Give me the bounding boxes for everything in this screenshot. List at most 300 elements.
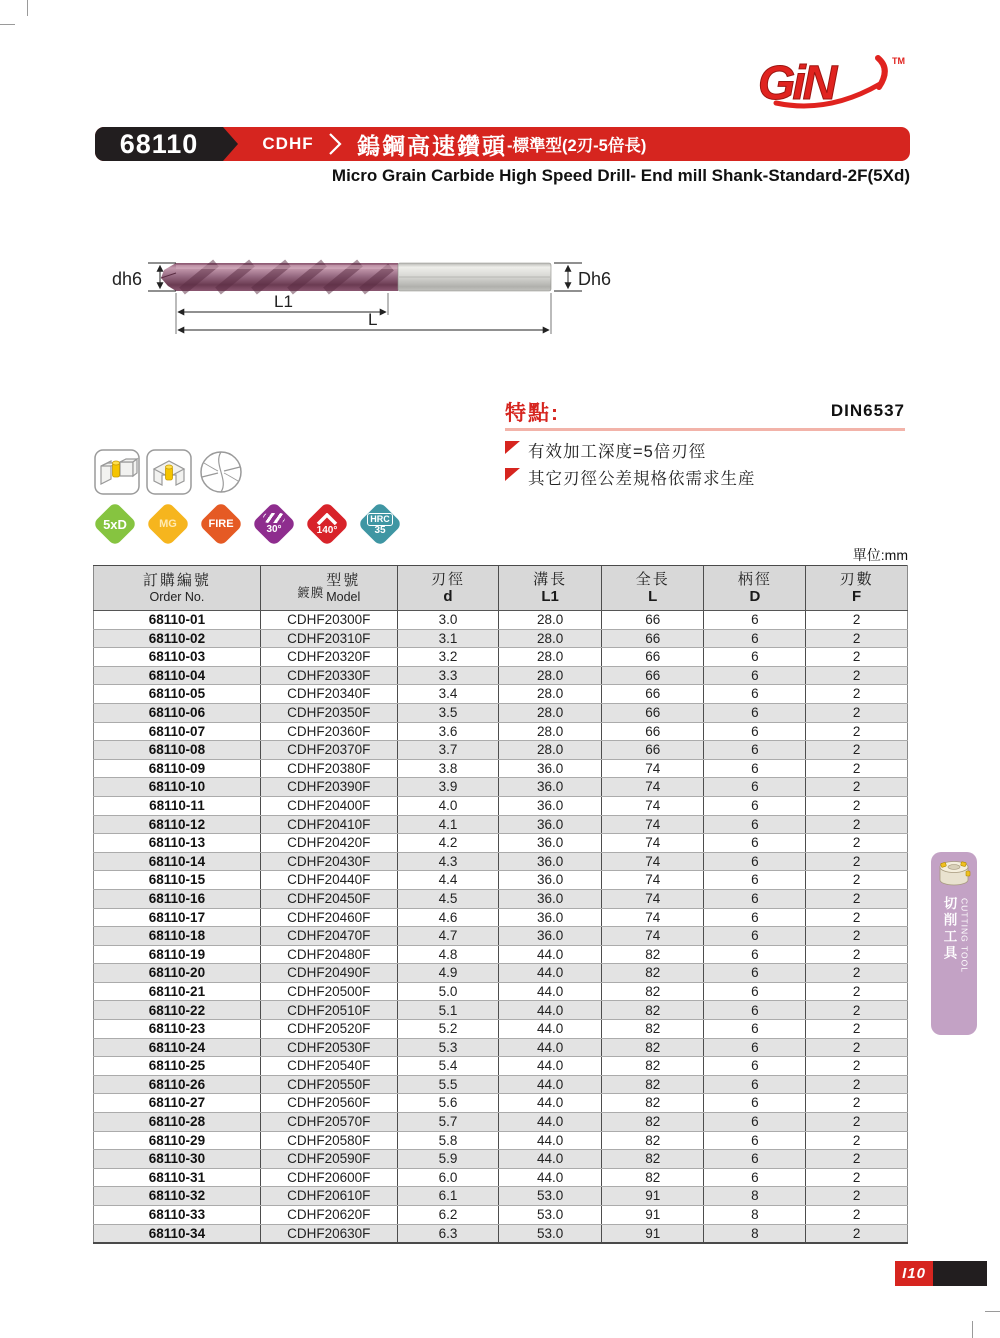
badge-fire [198, 501, 244, 547]
table-row [94, 796, 908, 815]
table-cell: 36.0 [499, 796, 602, 815]
table-cell: 68110-09 [94, 759, 261, 778]
table-cell: 2 [806, 1131, 908, 1150]
table-cell: 74 [601, 796, 704, 815]
table-cell: 5.0 [397, 982, 499, 1001]
logo-tail [878, 58, 885, 87]
table-cell: 68110-06 [94, 703, 261, 722]
table-cell: 8 [704, 1224, 806, 1243]
table-cell: 74 [601, 778, 704, 797]
table-cell: 6 [704, 685, 806, 704]
logo-text: GiN [758, 57, 835, 110]
brand-logo [752, 50, 910, 118]
col-overall-length: 全長 L [601, 566, 704, 611]
table-cell: CDHF20440F [260, 871, 397, 890]
table-cell: 2 [806, 778, 908, 797]
badge-5xd [92, 501, 138, 547]
table-cell: 3.5 [397, 703, 499, 722]
table-cell: 3.7 [397, 741, 499, 760]
table-row [94, 1001, 908, 1020]
badge-hrc-35 [357, 501, 403, 547]
table-cell: 2 [806, 1224, 908, 1243]
table-cell: CDHF20620F [260, 1206, 397, 1225]
table-cell: CDHF20600F [260, 1168, 397, 1187]
table-cell: 6 [704, 611, 806, 630]
table-cell: CDHF20330F [260, 666, 397, 685]
table-cell: CDHF20410F [260, 815, 397, 834]
table-cell: 68110-34 [94, 1224, 261, 1243]
table-cell: 6 [704, 703, 806, 722]
table-cell: 68110-25 [94, 1057, 261, 1076]
table-cell: CDHF20510F [260, 1001, 397, 1020]
bullet-triangle-icon [505, 468, 520, 481]
table-cell: 6 [704, 1075, 806, 1094]
table-cell: 6 [704, 629, 806, 648]
table-cell: 82 [601, 1075, 704, 1094]
table-cell: 2 [806, 759, 908, 778]
table-cell: 2 [806, 1187, 908, 1206]
table-cell: 4.8 [397, 945, 499, 964]
table-cell: 3.8 [397, 759, 499, 778]
table-cell: 6 [704, 982, 806, 1001]
table-cell: CDHF20450F [260, 889, 397, 908]
table-cell: 2 [806, 964, 908, 983]
table-row [94, 927, 908, 946]
features-heading: 特點: [505, 402, 560, 425]
table-cell: 6 [704, 759, 806, 778]
series-code: 68110 [95, 127, 223, 161]
table-cell: 44.0 [499, 1113, 602, 1132]
title-zh-main: 鎢鋼高速鑽頭 [357, 132, 507, 159]
table-cell: 2 [806, 1057, 908, 1076]
table-cell: 3.4 [397, 685, 499, 704]
crop-mark [985, 1311, 1000, 1312]
table-cell: 68110-32 [94, 1187, 261, 1206]
table-cell: 4.2 [397, 834, 499, 853]
table-cell: 53.0 [499, 1224, 602, 1243]
application-icons [94, 449, 244, 495]
table-cell: 8 [704, 1206, 806, 1225]
side-tab-label-en: CUTTING TOOL [959, 898, 970, 973]
table-cell: 2 [806, 1001, 908, 1020]
table-cell: 2 [806, 741, 908, 760]
table-cell: 28.0 [499, 722, 602, 741]
table-cell: 66 [601, 648, 704, 667]
table-cell: 6 [704, 815, 806, 834]
table-row [94, 759, 908, 778]
table-cell: CDHF20370F [260, 741, 397, 760]
col-model: 鍍膜 型號 Model [260, 566, 397, 611]
table-row [94, 722, 908, 741]
table-row [94, 685, 908, 704]
table-cell: 44.0 [499, 982, 602, 1001]
table-cell: 44.0 [499, 1057, 602, 1076]
table-cell: 2 [806, 648, 908, 667]
table-cell: 74 [601, 871, 704, 890]
chevron-separator-icon [328, 132, 342, 161]
badge-5xd-label: 5xD [103, 516, 127, 532]
table-cell: 4.1 [397, 815, 499, 834]
table-cell: CDHF20470F [260, 927, 397, 946]
drilling-corner-application-icon [146, 449, 192, 495]
table-cell: 2 [806, 629, 908, 648]
table-cell: 44.0 [499, 964, 602, 983]
table-cell: 6.1 [397, 1187, 499, 1206]
table-cell: 2 [806, 1168, 908, 1187]
table-cell: 82 [601, 982, 704, 1001]
table-header-row [94, 566, 908, 611]
table-row [94, 1206, 908, 1225]
table-cell: 68110-29 [94, 1131, 261, 1150]
feature-bullet [505, 465, 756, 489]
table-row [94, 982, 908, 1001]
table-cell: 66 [601, 666, 704, 685]
table-cell: 4.0 [397, 796, 499, 815]
table-cell: 53.0 [499, 1206, 602, 1225]
drilling-side-application-icon [94, 449, 140, 495]
page-number: I10 [895, 1261, 933, 1286]
table-cell: CDHF20540F [260, 1057, 397, 1076]
table-cell: 44.0 [499, 1168, 602, 1187]
feature-text: 其它刃徑公差規格依需求生産 [528, 470, 756, 488]
table-row [94, 611, 908, 630]
table-cell: 36.0 [499, 759, 602, 778]
table-cell: 68110-13 [94, 834, 261, 853]
table-cell: 66 [601, 722, 704, 741]
table-cell: 82 [601, 1057, 704, 1076]
drill-point-section-icon [198, 449, 244, 495]
table-row [94, 964, 908, 983]
table-cell: 5.9 [397, 1150, 499, 1169]
spec-table [93, 565, 908, 1244]
table-cell: 36.0 [499, 834, 602, 853]
table-cell: 5.1 [397, 1001, 499, 1020]
features-underline [505, 428, 905, 431]
table-cell: 6 [704, 1094, 806, 1113]
table-cell: 44.0 [499, 1075, 602, 1094]
bullet-triangle-icon [505, 441, 520, 454]
table-cell: 28.0 [499, 648, 602, 667]
badge-point-140 [304, 501, 350, 547]
table-cell: 44.0 [499, 1094, 602, 1113]
table-cell: 2 [806, 834, 908, 853]
table-cell: 8 [704, 1187, 806, 1206]
table-cell: 68110-08 [94, 741, 261, 760]
table-cell: 82 [601, 945, 704, 964]
table-cell: 68110-33 [94, 1206, 261, 1225]
table-cell: 2 [806, 871, 908, 890]
badge-mg-label: MG [159, 517, 177, 530]
table-cell: 66 [601, 611, 704, 630]
table-cell: 2 [806, 1038, 908, 1057]
table-cell: 36.0 [499, 927, 602, 946]
table-row [94, 1131, 908, 1150]
table-cell: 2 [806, 1094, 908, 1113]
table-cell: 6 [704, 778, 806, 797]
table-cell: 82 [601, 1168, 704, 1187]
badge-helix-30-label: 30° [266, 524, 282, 535]
table-cell: 2 [806, 685, 908, 704]
table-cell: 2 [806, 852, 908, 871]
table-cell: 6 [704, 964, 806, 983]
table-cell: 2 [806, 815, 908, 834]
table-cell: 68110-22 [94, 1001, 261, 1020]
din-standard: DIN6537 [830, 401, 905, 420]
table-cell: 2 [806, 1206, 908, 1225]
milling-cutter-image [936, 858, 972, 890]
table-cell: 2 [806, 1075, 908, 1094]
table-cell: 6 [704, 852, 806, 871]
table-cell: 36.0 [499, 871, 602, 890]
table-cell: 82 [601, 1150, 704, 1169]
badge-hrc-35-sublabel: 35 [374, 524, 386, 536]
table-cell: 53.0 [499, 1187, 602, 1206]
table-cell: 68110-02 [94, 629, 261, 648]
table-cell: 68110-24 [94, 1038, 261, 1057]
col-diameter: 刃徑 d [397, 566, 499, 611]
table-cell: 6 [704, 1150, 806, 1169]
side-tab-label-zh: 切削工具 [941, 896, 957, 962]
table-cell: 68110-14 [94, 852, 261, 871]
table-cell: CDHF20610F [260, 1187, 397, 1206]
table-row [94, 648, 908, 667]
series-header-bar [95, 127, 910, 161]
table-cell: 68110-05 [94, 685, 261, 704]
table-cell: 2 [806, 1113, 908, 1132]
table-cell: 4.6 [397, 908, 499, 927]
table-cell: CDHF20630F [260, 1224, 397, 1243]
table-cell: 82 [601, 1001, 704, 1020]
table-cell: 68110-17 [94, 908, 261, 927]
table-row [94, 834, 908, 853]
table-cell: 6.2 [397, 1206, 499, 1225]
table-cell: 82 [601, 1113, 704, 1132]
table-cell: CDHF20340F [260, 685, 397, 704]
table-cell: CDHF20590F [260, 1150, 397, 1169]
table-row [94, 666, 908, 685]
table-cell: 68110-26 [94, 1075, 261, 1094]
table-cell: 6 [704, 1057, 806, 1076]
table-cell: 5.6 [397, 1094, 499, 1113]
table-row [94, 889, 908, 908]
table-cell: 68110-03 [94, 648, 261, 667]
table-cell: 4.7 [397, 927, 499, 946]
series-title-zh [357, 127, 646, 161]
table-cell: 6 [704, 889, 806, 908]
table-cell: 74 [601, 834, 704, 853]
table-cell: CDHF20300F [260, 611, 397, 630]
table-row [94, 852, 908, 871]
badge-hrc-35-label: HRC [367, 513, 393, 526]
table-cell: 68110-23 [94, 1020, 261, 1039]
table-cell: 36.0 [499, 778, 602, 797]
table-cell: 82 [601, 1020, 704, 1039]
table-row [94, 629, 908, 648]
table-row [94, 1187, 908, 1206]
page-tag-bar [933, 1261, 987, 1286]
table-cell: 2 [806, 982, 908, 1001]
table-cell: 3.6 [397, 722, 499, 741]
unit-note: 單位:mm [852, 547, 908, 563]
table-cell: 44.0 [499, 1020, 602, 1039]
table-row [94, 945, 908, 964]
table-cell: 44.0 [499, 1001, 602, 1020]
table-cell: CDHF20320F [260, 648, 397, 667]
table-cell: 6 [704, 796, 806, 815]
table-cell: CDHF20360F [260, 722, 397, 741]
table-cell: 6 [704, 1038, 806, 1057]
table-cell: 6 [704, 666, 806, 685]
table-cell: 68110-16 [94, 889, 261, 908]
table-row [94, 1224, 908, 1243]
table-cell: 68110-15 [94, 871, 261, 890]
table-cell: 91 [601, 1206, 704, 1225]
table-cell: 36.0 [499, 815, 602, 834]
table-cell: CDHF20310F [260, 629, 397, 648]
table-row [94, 1113, 908, 1132]
flute-glyph-icon [263, 513, 285, 523]
table-row [94, 778, 908, 797]
badge-helix-30 [251, 501, 297, 547]
table-cell: 68110-04 [94, 666, 261, 685]
table-cell: 2 [806, 1150, 908, 1169]
table-row [94, 703, 908, 722]
col-shank-diameter: 柄徑 D [704, 566, 806, 611]
table-row [94, 1057, 908, 1076]
table-cell: 6 [704, 871, 806, 890]
table-row [94, 815, 908, 834]
table-cell: 82 [601, 1131, 704, 1150]
label-L1: L1 [274, 292, 293, 311]
table-cell: 6.0 [397, 1168, 499, 1187]
table-cell: 2 [806, 945, 908, 964]
crop-mark [972, 1321, 973, 1338]
table-cell: 74 [601, 908, 704, 927]
table-cell: 74 [601, 852, 704, 871]
table-cell: 74 [601, 927, 704, 946]
table-cell: 6 [704, 1020, 806, 1039]
table-cell: CDHF20390F [260, 778, 397, 797]
table-cell: 68110-12 [94, 815, 261, 834]
table-cell: 2 [806, 611, 908, 630]
table-cell: CDHF20420F [260, 834, 397, 853]
table-cell: CDHF20430F [260, 852, 397, 871]
table-cell: 28.0 [499, 611, 602, 630]
table-cell: 3.9 [397, 778, 499, 797]
table-cell: 28.0 [499, 703, 602, 722]
table-cell: 5.8 [397, 1131, 499, 1150]
feature-bullet [505, 438, 706, 462]
table-cell: 66 [601, 629, 704, 648]
table-cell: 82 [601, 1094, 704, 1113]
badge-fire-label: FIRE [208, 517, 234, 530]
table-cell: 68110-07 [94, 722, 261, 741]
logo-tm: TM [892, 56, 905, 66]
table-row [94, 1075, 908, 1094]
table-cell: 5.4 [397, 1057, 499, 1076]
table-cell: 4.9 [397, 964, 499, 983]
table-cell: 44.0 [499, 1038, 602, 1057]
table-cell: CDHF20520F [260, 1020, 397, 1039]
table-cell: 91 [601, 1187, 704, 1206]
table-cell: 2 [806, 1020, 908, 1039]
spec-badges [92, 501, 403, 547]
table-cell: 6 [704, 1168, 806, 1187]
table-cell: 91 [601, 1224, 704, 1243]
table-cell: 68110-10 [94, 778, 261, 797]
table-cell: 68110-19 [94, 945, 261, 964]
table-cell: CDHF20560F [260, 1094, 397, 1113]
table-cell: CDHF20350F [260, 703, 397, 722]
table-cell: 3.3 [397, 666, 499, 685]
table-cell: 4.5 [397, 889, 499, 908]
col-order-no: 訂購編號 Order No. [94, 566, 261, 611]
table-cell: 82 [601, 964, 704, 983]
label-Dh6: Dh6 [578, 269, 612, 289]
table-cell: 82 [601, 1038, 704, 1057]
table-cell: 6.3 [397, 1224, 499, 1243]
table-cell: 5.3 [397, 1038, 499, 1057]
table-cell: 2 [806, 703, 908, 722]
title-zh-sub: -標準型(2刃-5倍長) [507, 137, 647, 155]
drill-dimension-diagram [106, 248, 620, 344]
table-cell: 74 [601, 889, 704, 908]
table-cell: 68110-30 [94, 1150, 261, 1169]
table-cell: 6 [704, 648, 806, 667]
col-flute-length: 溝長 L1 [499, 566, 602, 611]
table-cell: 66 [601, 703, 704, 722]
table-cell: 2 [806, 889, 908, 908]
point-angle-glyph-icon [316, 513, 338, 525]
table-cell: 74 [601, 759, 704, 778]
table-cell: 66 [601, 685, 704, 704]
badge-mg [145, 501, 191, 547]
table-cell: 2 [806, 666, 908, 685]
table-cell: 4.3 [397, 852, 499, 871]
table-cell: 68110-28 [94, 1113, 261, 1132]
table-cell: 36.0 [499, 852, 602, 871]
table-cell: 66 [601, 741, 704, 760]
table-cell: 3.2 [397, 648, 499, 667]
table-row [94, 871, 908, 890]
table-cell: 44.0 [499, 1131, 602, 1150]
table-row [94, 741, 908, 760]
table-cell: 68110-11 [94, 796, 261, 815]
table-cell: 28.0 [499, 685, 602, 704]
table-cell: 6 [704, 945, 806, 964]
table-cell: 6 [704, 834, 806, 853]
table-cell: CDHF20490F [260, 964, 397, 983]
table-cell: 2 [806, 908, 908, 927]
table-cell: 6 [704, 722, 806, 741]
crop-mark [27, 0, 28, 16]
table-cell: 2 [806, 796, 908, 815]
table-cell: CDHF20580F [260, 1131, 397, 1150]
table-cell: 74 [601, 815, 704, 834]
table-cell: 5.5 [397, 1075, 499, 1094]
label-dh6: dh6 [112, 269, 143, 289]
table-cell: CDHF20570F [260, 1113, 397, 1132]
table-cell: CDHF20530F [260, 1038, 397, 1057]
table-cell: 6 [704, 1113, 806, 1132]
table-cell: 6 [704, 1001, 806, 1020]
table-cell: 3.0 [397, 611, 499, 630]
table-cell: CDHF20550F [260, 1075, 397, 1094]
table-cell: 36.0 [499, 908, 602, 927]
series-subtitle-en: Micro Grain Carbide High Speed Drill- End mill Shank-Standard-2F(5Xd) [331, 166, 910, 185]
series-name: CDHF [262, 134, 314, 153]
table-cell: CDHF20400F [260, 796, 397, 815]
